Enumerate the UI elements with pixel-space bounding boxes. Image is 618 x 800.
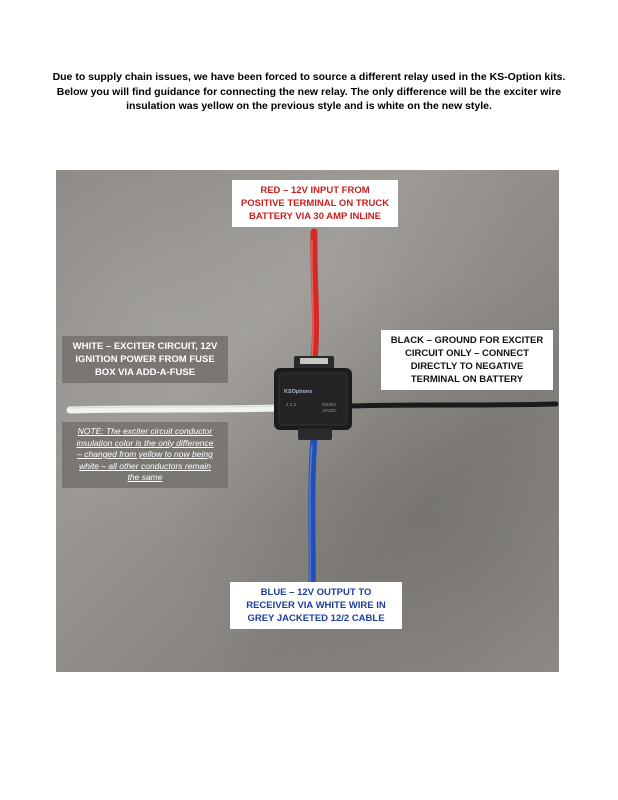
relay-brand: KSOptions [284,389,313,395]
relay-wiring-photo [56,170,559,672]
red-wire-label: RED – 12V INPUT FROM POSITIVE TERMINAL ON TRUCK BATTERY VIA 30 AMP INLINE [232,180,398,227]
relay-bottom-tab [298,428,332,440]
blue-wire [312,438,314,590]
relay-rating-1: 40/30A [322,402,337,407]
intro-line-1: Due to supply chain issues, we have been forced to source a different relay used in the KS-Option kits. [52,71,566,83]
intro-line-2: Below you will find guidance for connecting the new relay. The only difference will be the exciter wire [56,85,562,98]
intro-line-3: insulation was yellow on the previous style and is white on the new style. [126,100,492,112]
intro-text [30,70,588,114]
white-wire-label: WHITE – EXCITER CIRCUIT, 12V IGNITION POWER FROM FUSE BOX VIA ADD-A-FUSE [62,336,228,383]
black-wire [350,404,556,406]
black-wire-label: BLACK – GROUND FOR EXCITER CIRCUIT ONLY – CONNECT DIRECTLY TO NEGATIVE TERMINAL ON BATTERY [381,330,553,390]
exciter-note: NOTE: The exciter circuit conductor insulation color is the only difference – changed from yellow to now being white – all other conductors remain the same [62,422,228,488]
white-wire [70,408,278,410]
note-prefix: NOTE: [77,426,104,436]
red-wire [314,232,316,360]
relay-rating-2: 12VDC [322,408,337,413]
relay-pins: 2 1 3 [286,402,297,407]
blue-wire-label: BLUE – 12V OUTPUT TO RECEIVER VIA WHITE WIRE IN GREY JACKETED 12/2 CABLE [230,582,402,629]
